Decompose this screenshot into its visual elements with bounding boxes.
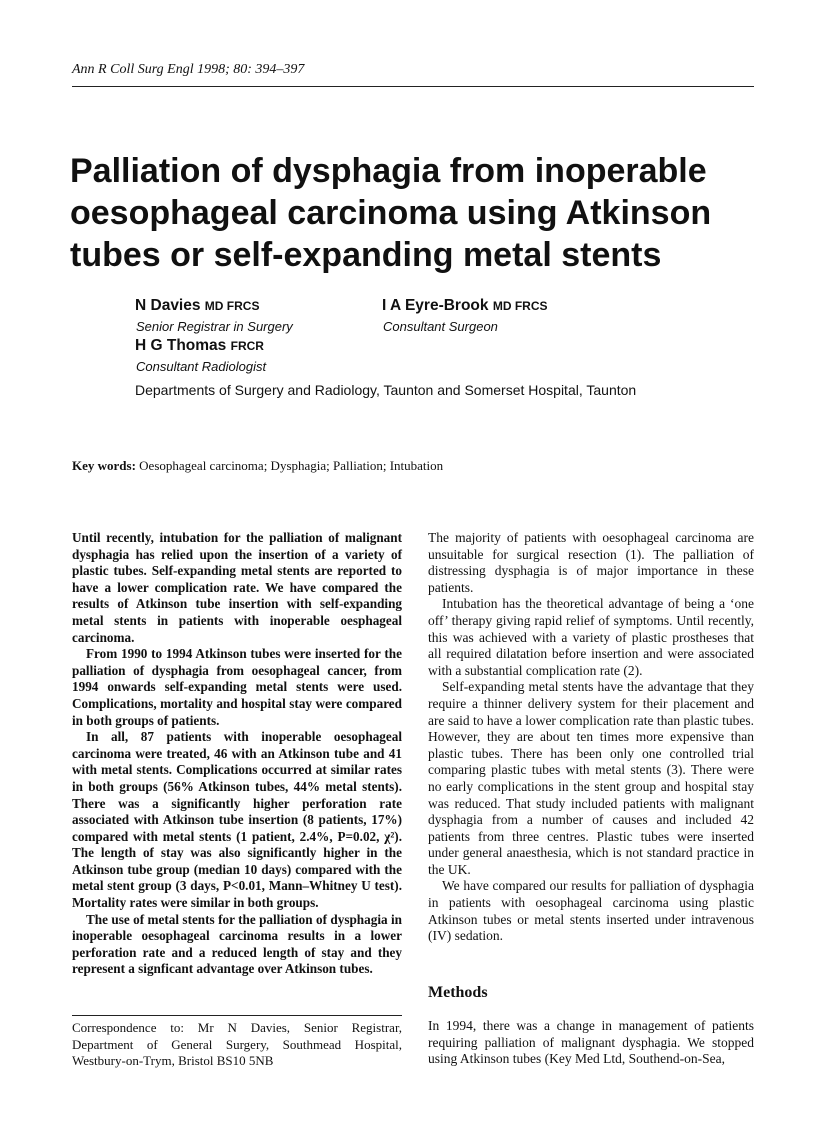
correspondence-rule	[72, 1015, 402, 1016]
abstract-paragraph: Until recently, intubation for the palliation of malignant dysphagia has relied upon the insertion of a variety of plastic tubes. Self-expanding metal stents are reported to have a lower complication rate. We have compared the results of Atkinson tube insertion with self-expanding metal stents in patients with inoperable oesphageal carcinoma.	[72, 530, 402, 645]
methods-section	[428, 1018, 754, 1068]
journal-reference: Ann R Coll Surg Engl 1998; 80: 394–397	[72, 62, 305, 77]
keywords	[72, 458, 443, 474]
author-eyre-brook	[382, 297, 548, 315]
article-title: Palliation of dysphagia from inoperable oesophageal carcinoma using Atkinson tubes or self-expanding metal stents	[70, 152, 712, 274]
methods-paragraph: In 1994, there was a change in management of patients requiring palliation of malignant dysphagia. We stopped using Atkinson tubes (Key Med Ltd, Southend-on-Sea,	[428, 1018, 754, 1067]
keywords-text: Oesophageal carcinoma; Dysphagia; Palliation; Intubation	[139, 458, 444, 473]
author-role: Consultant Surgeon	[383, 319, 498, 334]
intro-paragraph: Self-expanding metal stents have the advantage that they require a thinner delivery system for their placement and are said to have a lower complication rate than plastic tubes. However, they are about ten times more expensive than plastic tubes. There has been only one controlled trial comparing plastic tubes with metal stents (3). There were no early complications in the stent group and hospital stay was reduced. That study included patients with malignant dysphagia from a number of causes and included 42 patients from three centres. Plastic tubes were inserted under general anaesthesia, which is not standard practice in the UK.	[428, 679, 754, 877]
header-rule	[72, 86, 754, 87]
author-name: H G Thomas	[135, 337, 227, 354]
author-name: N Davies	[135, 297, 201, 314]
author-qualifications: MD FRCS	[204, 299, 260, 313]
intro-paragraph: Intubation has the theoretical advantage of being a ‘one off’ therapy giving rapid relief of symptoms. Until recently, this was achieved with a variety of plastic prostheses that all required dilatation before insertion and were associated with a substantial complication rate (2).	[428, 596, 754, 678]
abstract	[72, 530, 402, 978]
author-thomas	[135, 337, 264, 355]
author-role: Senior Registrar in Surgery	[136, 319, 293, 334]
methods-heading: Methods	[428, 984, 488, 1001]
introduction	[428, 530, 754, 945]
author-name: I A Eyre-Brook	[382, 297, 489, 314]
author-davies	[135, 297, 259, 315]
abstract-paragraph: From 1990 to 1994 Atkinson tubes were inserted for the palliation of dysphagia from oesophageal cancer, from 1994 onwards self-expanding metal stents were used. Complications, mortality and hospital stay were compared in both groups of patients.	[72, 646, 402, 728]
author-qualifications: FRCR	[230, 339, 264, 353]
correspondence-note: Correspondence to: Mr N Davies, Senior Registrar, Department of General Surgery, Southmead Hospital, Westbury-on-Trym, Bristol BS10 5NB	[72, 1020, 402, 1069]
abstract-paragraph: In all, 87 patients with inoperable oesophageal carcinoma were treated, 46 with an Atkinson tube and 41 with metal stents. Complications occurred at similar rates in both groups (56% Atkinson tubes, 44% metal stents). There was a significantly higher perforation rate associated with Atkinson tube insertion (8 patients, 17%) compared with metal stents (1 patient, 2.4%, P=0.02, χ²). The length of stay was also significantly higher in the Atkinson tube group (median 10 days) compared with the metal stent group (3 days, P<0.01, Mann–Whitney U test). Mortality rates were similar in both groups.	[72, 729, 402, 911]
affiliation: Departments of Surgery and Radiology, Taunton and Somerset Hospital, Taunton	[135, 382, 637, 398]
intro-paragraph: The majority of patients with oesophageal carcinoma are unsuitable for surgical resection (1). The palliation of distressing dysphagia is of major importance in these patients.	[428, 530, 754, 595]
author-qualifications: MD FRCS	[492, 299, 548, 313]
author-role: Consultant Radiologist	[136, 359, 267, 374]
keywords-label: Key words:	[72, 458, 136, 473]
intro-paragraph: We have compared our results for palliation of dysphagia in patients with oesophageal carcinoma using plastic Atkinson tubes or metal stents inserted under intravenous (IV) sedation.	[428, 878, 754, 944]
abstract-paragraph: The use of metal stents for the palliation of dysphagia in inoperable oesophageal carcinoma results in a lower perforation rate and a reduced length of stay and they represent a signficant advantage over Atkinson tubes.	[72, 911, 402, 977]
